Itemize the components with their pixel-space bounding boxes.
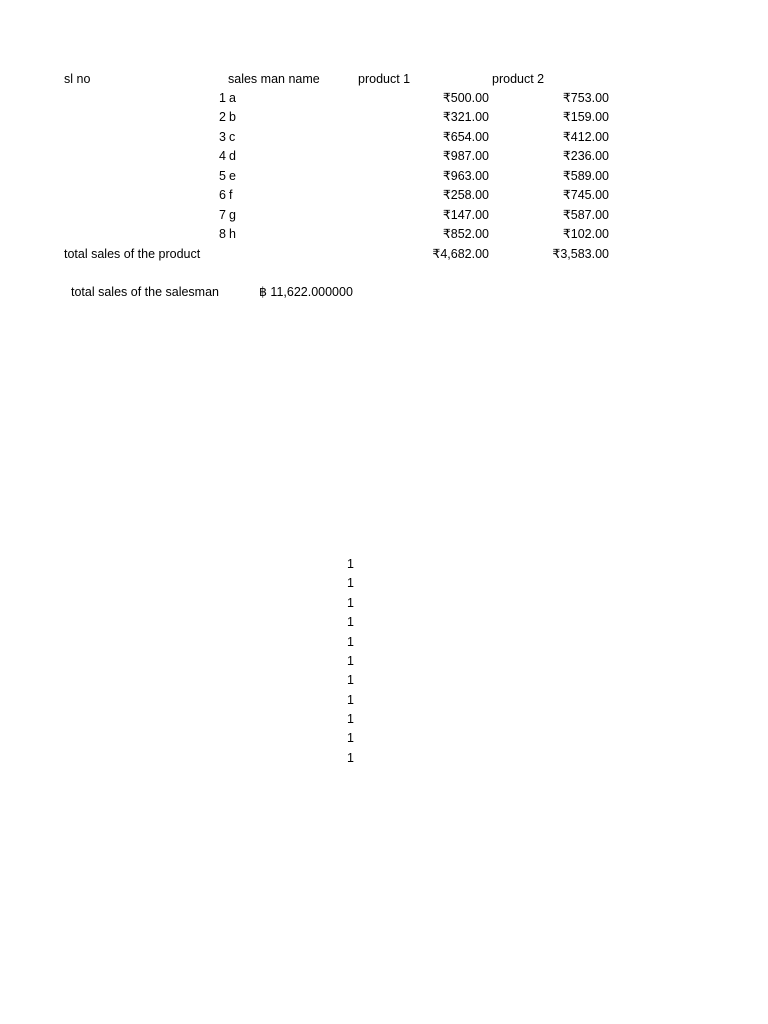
row-product-2-value: ₹236.00 bbox=[562, 149, 609, 163]
ones-column-value: 1 bbox=[347, 615, 354, 629]
row-product-2-value: ₹159.00 bbox=[562, 110, 609, 124]
row-product-1-value: ₹500.00 bbox=[442, 91, 489, 105]
row-sl-no: 7 bbox=[219, 208, 226, 222]
salesman-total-label: total sales of the salesman bbox=[71, 285, 219, 299]
ones-column-value: 1 bbox=[347, 731, 354, 745]
row-sl-no: 2 bbox=[219, 110, 226, 124]
row-product-2-value: ₹587.00 bbox=[562, 208, 609, 222]
ones-column-value: 1 bbox=[347, 673, 354, 687]
row-salesman-name: b bbox=[229, 110, 236, 124]
row-product-1-value: ₹654.00 bbox=[442, 130, 489, 144]
product-1-total: ₹4,682.00 bbox=[432, 247, 489, 261]
row-product-1-value: ₹963.00 bbox=[442, 169, 489, 183]
row-salesman-name: c bbox=[229, 130, 236, 144]
row-salesman-name: d bbox=[229, 149, 236, 163]
ones-column-value: 1 bbox=[347, 635, 354, 649]
ones-column-value: 1 bbox=[347, 654, 354, 668]
row-salesman-name: h bbox=[229, 227, 236, 241]
row-product-2-value: ₹753.00 bbox=[562, 91, 609, 105]
row-product-2-value: ₹745.00 bbox=[562, 188, 609, 202]
row-salesman-name: f bbox=[229, 188, 233, 202]
row-salesman-name: g bbox=[229, 208, 236, 222]
ones-column-value: 1 bbox=[347, 557, 354, 571]
header-product-2: product 2 bbox=[492, 72, 545, 86]
row-sl-no: 4 bbox=[219, 149, 226, 163]
row-product-2-value: ₹589.00 bbox=[562, 169, 609, 183]
header-salesman-name: sales man name bbox=[228, 72, 320, 86]
row-product-1-value: ₹258.00 bbox=[442, 188, 489, 202]
row-salesman-name: e bbox=[229, 169, 236, 183]
salesman-total-value: ฿ 11,622.000000 bbox=[259, 285, 353, 299]
row-product-1-value: ₹987.00 bbox=[442, 149, 489, 163]
header-sl-no: sl no bbox=[64, 72, 91, 86]
row-product-1-value: ₹321.00 bbox=[442, 110, 489, 124]
ones-column-value: 1 bbox=[347, 596, 354, 610]
row-product-2-value: ₹412.00 bbox=[562, 130, 609, 144]
product-2-total: ₹3,583.00 bbox=[552, 247, 609, 261]
ones-column-value: 1 bbox=[347, 693, 354, 707]
product-total-label: total sales of the product bbox=[64, 247, 201, 261]
row-sl-no: 8 bbox=[219, 227, 226, 241]
row-salesman-name: a bbox=[229, 91, 236, 105]
row-sl-no: 3 bbox=[219, 130, 226, 144]
row-product-1-value: ₹147.00 bbox=[442, 208, 489, 222]
ones-column-value: 1 bbox=[347, 751, 354, 765]
row-sl-no: 5 bbox=[219, 169, 226, 183]
header-product-1: product 1 bbox=[358, 72, 411, 86]
row-product-2-value: ₹102.00 bbox=[562, 227, 609, 241]
row-product-1-value: ₹852.00 bbox=[442, 227, 489, 241]
row-sl-no: 6 bbox=[219, 188, 226, 202]
row-sl-no: 1 bbox=[219, 91, 226, 105]
ones-column-value: 1 bbox=[347, 576, 354, 590]
ones-column-value: 1 bbox=[347, 712, 354, 726]
